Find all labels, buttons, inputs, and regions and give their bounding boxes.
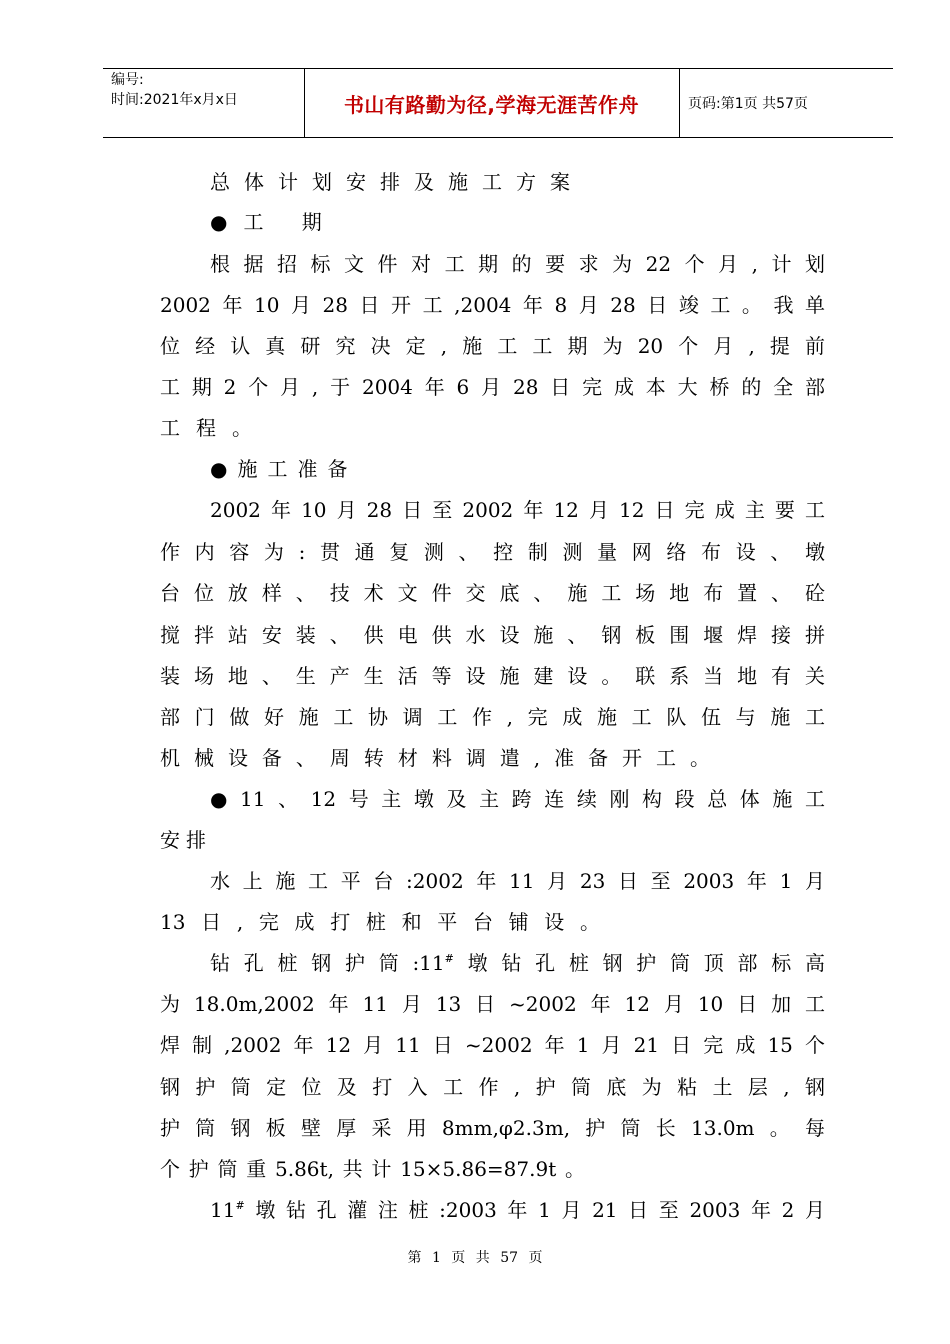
time-label: 时间:2021年x月x日 xyxy=(111,92,238,108)
pile-casing-text-a: 钻孔桩钢护筒:11 xyxy=(210,951,445,975)
paragraph-line: 机械设备、周转材料调遣,准备开工。 xyxy=(160,746,710,770)
paragraph-line: 台位放样、技术文件交底、施工场地布置、砼 xyxy=(160,581,825,605)
paragraph-line: 2002年10月28日开工,2004年8月28日竣工。我单 xyxy=(160,293,825,317)
paragraph-line xyxy=(210,948,825,978)
paragraph-line: 护筒钢板壁厚采用8mm,φ2.3m,护筒长13.0m。每 xyxy=(160,1116,825,1140)
motto: 书山有路勤为径,学海无涯苦作舟 xyxy=(343,92,640,117)
paragraph-line: 焊制,2002年12月11日~2002年1月21日完成15个 xyxy=(160,1033,825,1057)
paragraph-line: 个护筒重5.86t,共计15×5.86=87.9t。 xyxy=(160,1157,585,1181)
paragraph-line: 搅拌站安装、供电供水设施、钢板围堰焊接拼 xyxy=(160,623,825,647)
pier-number: 11 xyxy=(210,1198,236,1222)
pile-casing-text-b: 墩钻孔桩钢护筒顶部标高 xyxy=(453,951,826,975)
number-label: 编号: xyxy=(111,72,144,88)
paragraph-line: 为18.0m,2002年11月13日~2002年12月10日加工 xyxy=(160,992,825,1016)
pier-mark: # xyxy=(235,1199,245,1212)
page-footer: 第 1 页 共 57 页 xyxy=(407,1250,543,1266)
page-info: 页码:第1页 共57页 xyxy=(688,96,808,112)
section-heading-preparation: ●施工准备 xyxy=(210,457,358,481)
paragraph-line: 装场地、生产生活等设施建设。联系当地有关 xyxy=(160,664,825,688)
document-header xyxy=(103,68,893,138)
paragraph-line: 工期2个月,于2004年6月28日完成本大桥的全部 xyxy=(160,375,825,399)
paragraph-line: 水上施工平台:2002年11月23日至2003年1月 xyxy=(210,869,825,893)
paragraph-line: 部门做好施工协调工作,完成施工队伍与施工 xyxy=(160,705,825,729)
paragraph-line: 钢护筒定位及打入工作,护筒底为粘土层,钢 xyxy=(160,1075,825,1099)
bored-pile-text: 墩钻孔灌注桩:2003年1月21日至2003年2月 xyxy=(244,1198,825,1222)
paragraph-line: 安排 xyxy=(160,828,212,852)
paragraph-line: 位经认真研究决定,施工工期为20个月,提前 xyxy=(160,334,825,358)
header-motto-cell xyxy=(304,69,680,137)
document-title: 总体计划安排及施工方案 xyxy=(210,170,580,194)
header-meta-cell xyxy=(103,69,305,137)
header-page-cell xyxy=(680,69,893,137)
paragraph-line xyxy=(210,1195,825,1225)
pier-mark: # xyxy=(444,952,454,965)
paragraph-line: 2002年10月28日至2002年12月12日完成主要工 xyxy=(210,498,825,522)
paragraph-line: 13日,完成打桩和平台铺设。 xyxy=(160,910,600,934)
paragraph-line: 根据招标文件对工期的要求为22个月,计划 xyxy=(210,252,825,276)
paragraph-line: 作内容为:贯通复测、控制测量网络布设、墩 xyxy=(160,540,825,564)
section-heading-piers: ●11、12号主墩及主跨连续刚构段总体施工 xyxy=(210,787,825,811)
section-heading-schedule: ●工 期 xyxy=(210,210,338,234)
paragraph-line: 工程。 xyxy=(160,416,268,440)
